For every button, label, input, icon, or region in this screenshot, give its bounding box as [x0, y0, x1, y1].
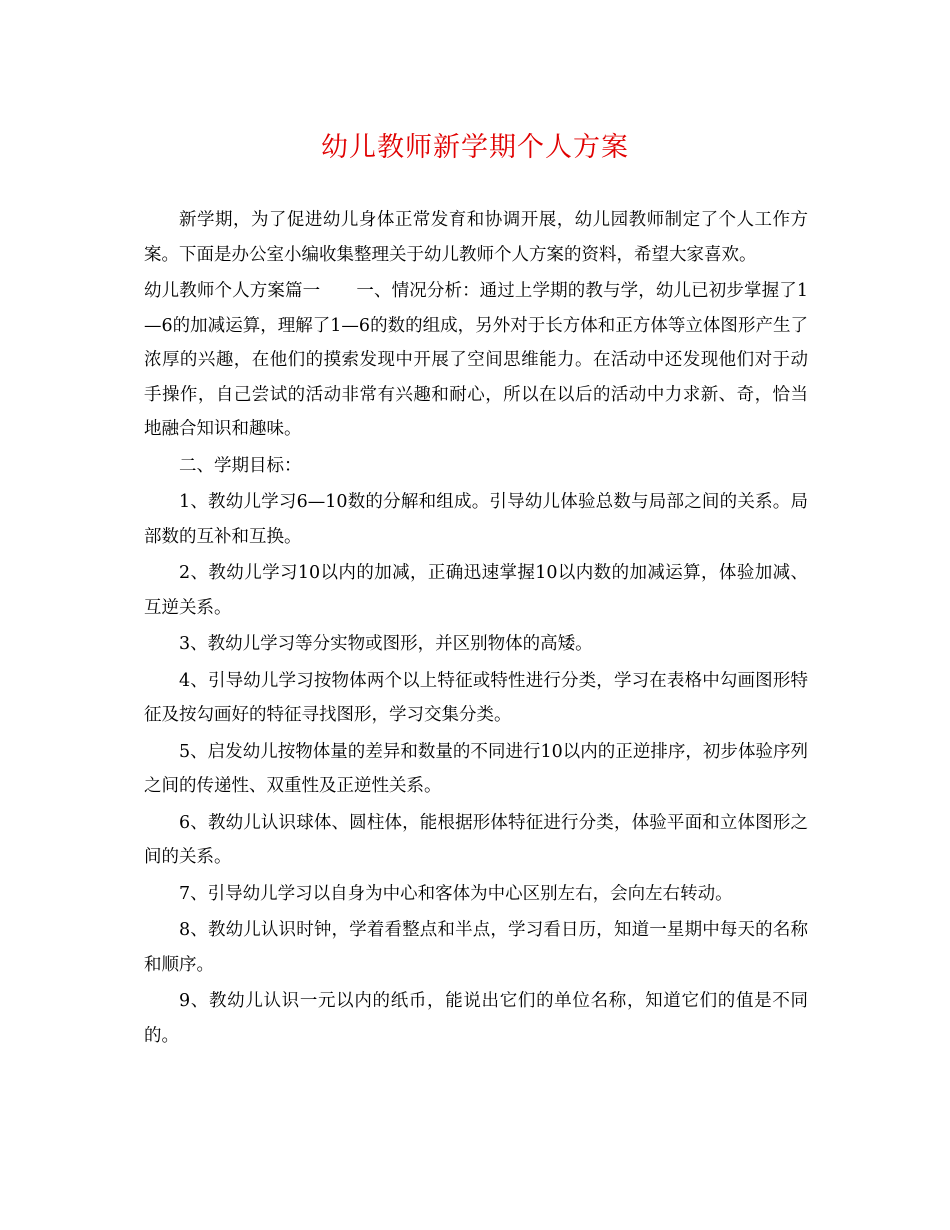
goal-item-6: 6、教幼儿认识球体、圆柱体，能根据形体特征进行分类，体验平面和立体图形之间的关系。	[144, 812, 808, 867]
goal-item-7: 7、引导幼儿学习以自身为中心和客体为中心区别左右，会向左右转动。	[179, 883, 733, 904]
goal-item-9: 9、教幼儿认识一元以内的纸币，能说出它们的单位名称，知道它们的值是不同的。	[144, 991, 808, 1046]
section1-paragraph	[144, 274, 808, 447]
goal-item-3: 3、教幼儿学习等分实物或图形，并区别物体的高矮。	[179, 634, 593, 654]
document-body	[144, 203, 808, 1055]
goal-item-2: 2、教幼儿学习10以内的加减，正确迅速掌握10以内数的加减运算，体验加减、互逆关系。	[144, 563, 808, 618]
goal-item-8: 8、教幼儿认识时钟，学着看整点和半点，学习看日历，知道一星期中每天的名称和顺序。	[144, 920, 808, 975]
document-title: 幼儿教师新学期个人方案	[321, 132, 629, 163]
situation-analysis-text: 一、情况分析：通过上学期的教与学，幼儿已初步掌握了1—6的加减运算，理解了1—6的数的组成，另外对于长方体和正方体等立体图形产生了浓厚的兴趣，在他们的摸索发现中开展了空间思维能力。在活动中还发现他们对于动手操作，自己尝试的活动非常有兴趣和耐心，所以在以后的活动中力求新、奇，恰当地融合知识和趣味。	[144, 281, 808, 439]
goal-item-4: 4、引导幼儿学习按物体两个以上特征或特性进行分类，学习在表格中勾画图形特征及按勾画好的特征寻找图形，学习交集分类。	[144, 670, 808, 725]
section1-label: 幼儿教师个人方案篇一	[144, 281, 321, 301]
intro-paragraph: 新学期，为了促进幼儿身体正常发育和协调开展，幼儿园教师制定了个人工作方案。下面是办公室小编收集整理关于幼儿教师个人方案的资料，希望大家喜欢。	[144, 210, 808, 265]
goals-heading: 二、学期目标：	[179, 455, 302, 476]
goal-item-5: 5、启发幼儿按物体量的差异和数量的不同进行10以内的正逆排序，初步体验序列之间的传递性、双重性及正逆性关系。	[144, 741, 808, 796]
goal-item-1: 1、教幼儿学习6—10数的分解和组成。引导幼儿体验总数与局部之间的关系。局部数的互补和互换。	[144, 492, 808, 547]
